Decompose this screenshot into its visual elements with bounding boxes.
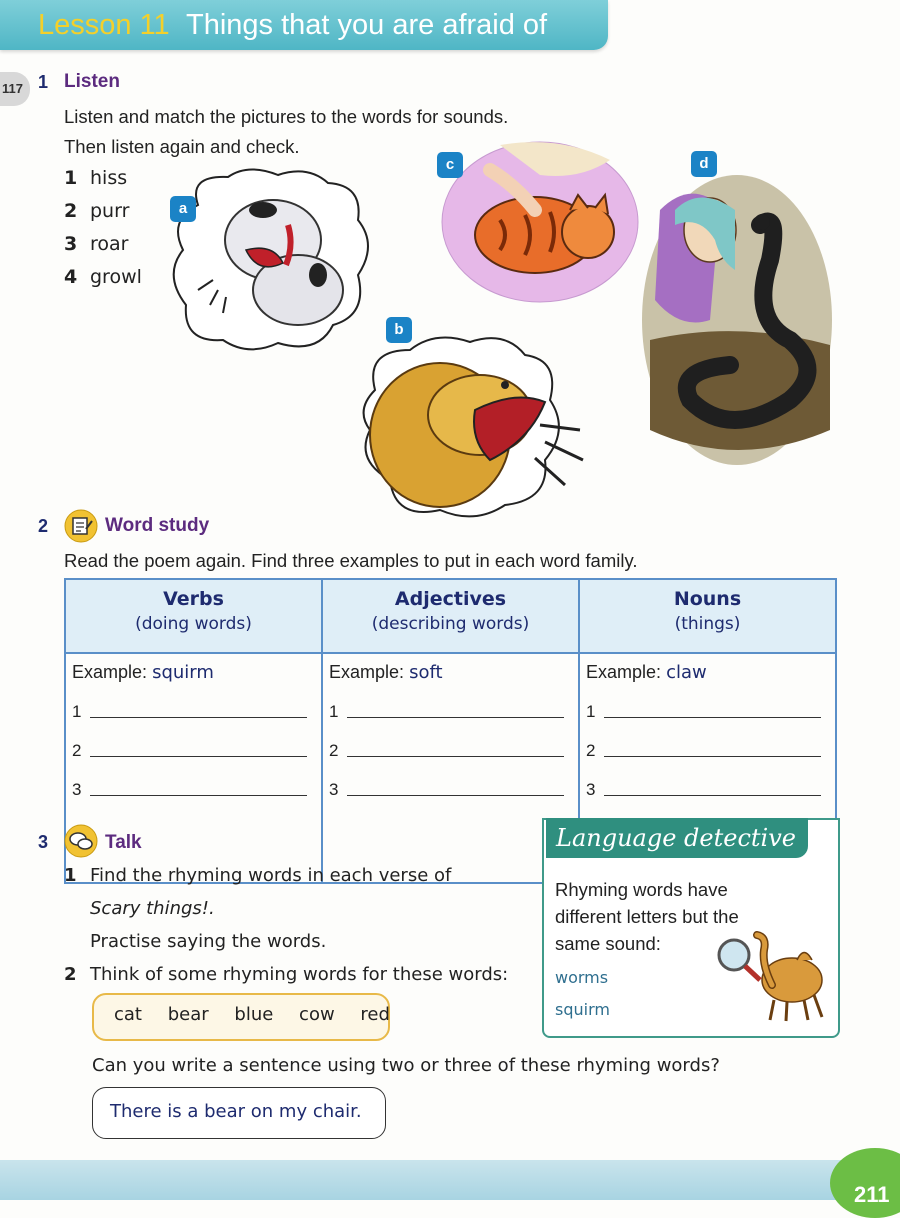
section3-number: 3 [38, 832, 49, 852]
talk-item-1: 1 Find the rhyming words in each verse of [64, 865, 452, 886]
verbs-blank-1[interactable]: 1 [72, 702, 307, 722]
adjectives-blank-3[interactable]: 3 [329, 780, 564, 800]
section2-instruction: Read the poem again. Find three examples to put in each word family. [64, 550, 638, 571]
lion-roaring-illustration [355, 330, 605, 525]
adjectives-column [322, 653, 579, 883]
section2-title: Word study [105, 515, 210, 536]
example-answer: There is a bear on my chair. [110, 1101, 362, 1122]
section1-number: 1 [38, 72, 49, 92]
dog-growling-illustration [168, 165, 378, 355]
lesson-number: Lesson 11 [38, 9, 170, 41]
list-item: 4 growl [64, 266, 142, 288]
picture-label-b: b [386, 317, 412, 343]
rhyme-example-1: worms [555, 968, 609, 987]
talk-icon [64, 824, 98, 858]
lesson-banner [0, 0, 608, 50]
list-item: 2 purr [64, 200, 130, 222]
nouns-blank-2[interactable]: 2 [586, 741, 821, 761]
picture-label-c: c [437, 152, 463, 178]
column-header-nouns: Nouns (things) [579, 579, 836, 653]
verbs-blank-3[interactable]: 3 [72, 780, 307, 800]
section3-title: Talk [105, 832, 142, 853]
track-tab [0, 72, 30, 106]
adjectives-blank-2[interactable]: 2 [329, 741, 564, 761]
rhyme-word: bear [167, 1004, 209, 1025]
section2-number: 2 [38, 516, 49, 536]
page-footer [0, 1160, 900, 1200]
list-item: 3 roar [64, 233, 129, 255]
sentence-question: Can you write a sentence using two or three of these rhyming words? [92, 1055, 720, 1076]
verbs-example: Example: squirm [72, 662, 214, 683]
picture-label-a: a [170, 196, 196, 222]
camel-detective-illustration [712, 925, 830, 1025]
verbs-column [65, 653, 322, 883]
sound-word-list [64, 167, 164, 297]
nouns-blank-3[interactable]: 3 [586, 780, 821, 800]
column-header-verbs: Verbs (doing words) [65, 579, 322, 653]
nouns-blank-1[interactable]: 1 [586, 702, 821, 722]
rhyme-word: cat [114, 1004, 142, 1025]
rhyme-example-2: squirm [555, 1000, 610, 1019]
section1-title: Listen [64, 71, 120, 92]
column-header-adjectives: Adjectives (describing words) [322, 579, 579, 653]
rhyme-word-list [114, 1004, 390, 1025]
page-number-badge: 211 [830, 1148, 900, 1218]
cat-purring-illustration [440, 140, 640, 305]
rhyme-word: cow [299, 1004, 335, 1025]
word-study-icon [64, 509, 98, 543]
nouns-example: Example: claw [586, 662, 707, 683]
verbs-blank-2[interactable]: 2 [72, 741, 307, 761]
section1-instruction-line1: Listen and match the pictures to the words for sounds. [64, 106, 509, 127]
snake-hissing-illustration [640, 170, 835, 470]
section1-instruction-line2: Then listen again and check. [64, 136, 300, 157]
list-item: 1 hiss [64, 167, 128, 189]
poem-title: Scary things!. [90, 898, 215, 919]
track-number: 117 [2, 81, 23, 96]
adjectives-example: Example: soft [329, 662, 443, 683]
picture-label-d: d [691, 151, 717, 177]
talk-item-2: 2 Think of some rhyming words for these words: [64, 964, 509, 985]
language-detective-text: Rhyming words have different letters but the same sound: [555, 879, 739, 954]
adjectives-blank-1[interactable]: 1 [329, 702, 564, 722]
rhyme-word: blue [234, 1004, 274, 1025]
lesson-title: Things that you are afraid of [186, 9, 548, 41]
rhyme-word: red [360, 1004, 390, 1025]
language-detective-heading: Language detective [546, 818, 808, 858]
talk-item-1-practise: Practise saying the words. [90, 931, 327, 952]
